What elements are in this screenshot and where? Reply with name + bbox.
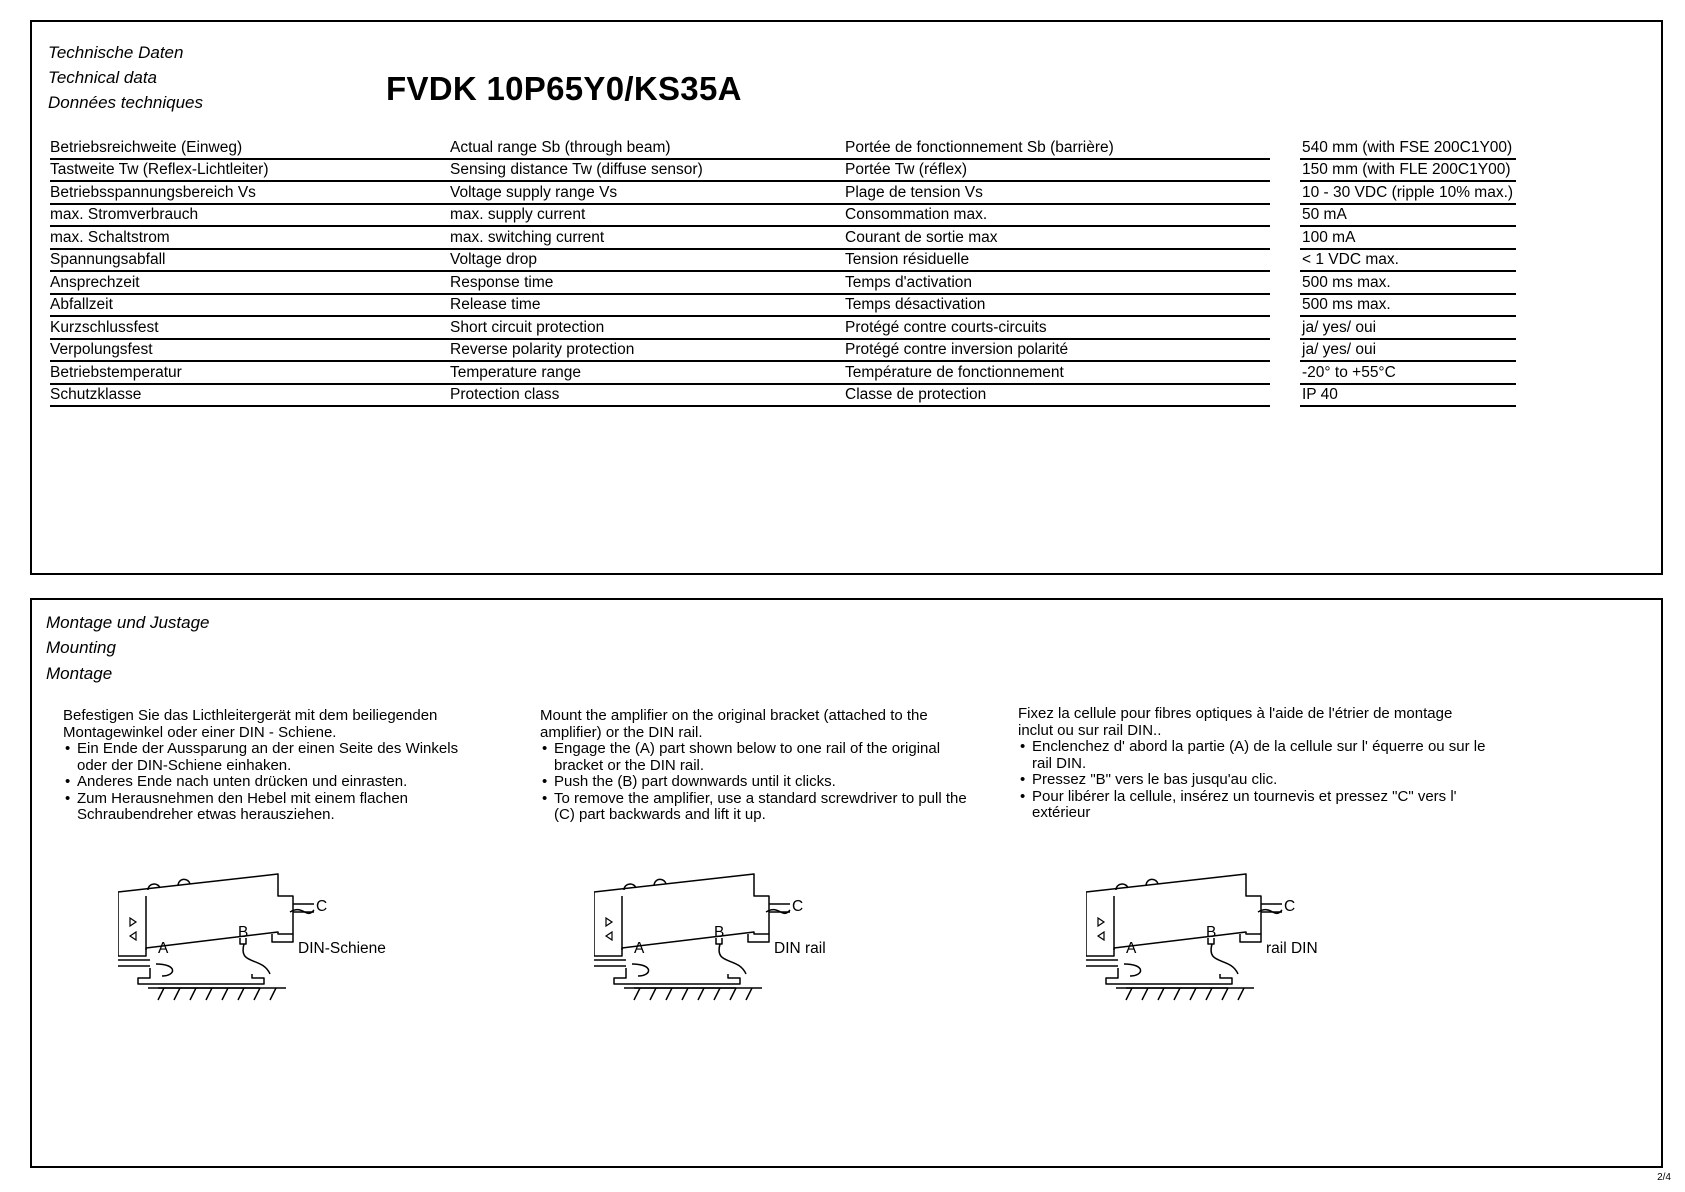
din-rail-label: rail DIN [1266, 940, 1318, 957]
instruction-step: • To remove the amplifier, use a standard screwdriver to pull the (C) part backwards and lift it up. [540, 791, 970, 824]
part-a-label: A [1126, 940, 1137, 957]
spec-value: 50 mA [1302, 206, 1347, 224]
instruction-step: • Pressez "B" vers le bas jusqu'au clic. [1018, 772, 1488, 789]
page-number: 2/4 [1657, 1172, 1671, 1183]
mounting-section [30, 598, 1663, 1168]
value-divider [1300, 338, 1516, 340]
spec-label-en: Voltage supply range Vs [450, 183, 618, 201]
mounting-title-en: Mounting [46, 638, 116, 657]
part-b-label: B [1206, 924, 1217, 941]
value-divider [1300, 158, 1516, 160]
value-divider [1300, 203, 1516, 205]
value-divider [1300, 225, 1516, 227]
value-divider [1300, 360, 1516, 362]
instruction-step: • Pour libérer la cellule, insérez un tournevis et pressez "C" vers l' extérieur [1018, 789, 1488, 822]
value-divider [1300, 180, 1516, 182]
instruction-step: • Ein Ende der Aussparung an der einen Seite des Winkels oder der DIN-Schiene einhaken. [63, 741, 483, 774]
value-divider [1300, 270, 1516, 272]
part-b-label: B [238, 924, 249, 941]
instruction-intro: Fixez la cellule pour fibres optiques à l'aide de l'étrier de montage inclut ou sur rail DIN.. [1018, 705, 1453, 739]
instruction-step: • Anderes Ende nach unten drücken und einrasten. [63, 774, 483, 791]
instruction-intro: Mount the amplifier on the original bracket (attached to the amplifier) or the DIN rail. [540, 707, 928, 741]
din-rail-label: DIN rail [774, 940, 826, 957]
spec-label-en: Reverse polarity protection [450, 341, 635, 359]
part-c-label: C [316, 898, 328, 915]
spec-label-en: Protection class [450, 385, 560, 403]
spec-label-de: max. Stromverbrauch [50, 206, 199, 224]
spec-label-fr: Temps désactivation [845, 296, 986, 314]
spec-label-fr: Plage de tension Vs [845, 183, 983, 201]
spec-value: -20° to +55°C [1302, 363, 1396, 381]
spec-label-de: Ansprechzeit [50, 273, 140, 291]
spec-label-fr: Consommation max. [845, 206, 988, 224]
mounting-text-en [540, 708, 970, 824]
spec-value: IP 40 [1302, 385, 1338, 403]
spec-label-de: Betriebsspannungsbereich Vs [50, 183, 256, 201]
spec-label-de: Betriebsreichweite (Einweg) [50, 139, 243, 156]
spec-label-de: Verpolungsfest [50, 341, 153, 359]
value-divider [1300, 405, 1516, 407]
spec-label-en: Response time [450, 273, 554, 291]
mounting-text-fr [1018, 706, 1488, 822]
title-fr: Données techniques [48, 93, 204, 112]
spec-value: 500 ms max. [1302, 273, 1391, 291]
spec-label-de: Spannungsabfall [50, 251, 166, 269]
part-c-label: C [792, 898, 804, 915]
row-divider [50, 383, 1270, 385]
instruction-step: • Enclenchez d' abord la partie (A) de la cellule sur l' équerre ou sur le rail DIN. [1018, 739, 1488, 772]
spec-value: < 1 VDC max. [1302, 251, 1399, 269]
value-divider [1300, 248, 1516, 250]
row-divider [50, 270, 1270, 272]
value-divider [1300, 383, 1516, 385]
spec-label-fr: Protégé contre courts-circuits [845, 318, 1047, 336]
model-number: FVDK 10P65Y0/KS35A [386, 70, 742, 107]
spec-label-fr: Temps d'activation [845, 273, 973, 291]
row-divider [50, 338, 1270, 340]
spec-label-fr: Protégé contre inversion polarité [845, 341, 1069, 359]
title-de: Technische Daten [48, 43, 184, 62]
part-c-label: C [1284, 898, 1296, 915]
spec-label-fr: Portée Tw (réflex) [845, 161, 968, 179]
part-a-label: A [158, 940, 169, 957]
spec-value: 540 mm (with FSE 200C1Y00) [1302, 139, 1513, 156]
row-divider [50, 203, 1270, 205]
spec-label-en: max. switching current [450, 228, 605, 246]
spec-label-en: Actual range Sb (through beam) [450, 139, 671, 156]
mounting-figure-en [594, 860, 914, 1010]
row-divider [50, 405, 1270, 407]
spec-label-fr: Tension résiduelle [845, 251, 970, 269]
spec-value: ja/ yes/ oui [1302, 318, 1377, 336]
spec-label-fr: Portée de fonctionnement Sb (barrière) [845, 139, 1114, 156]
spec-label-fr: Classe de protection [845, 385, 987, 403]
spec-value: ja/ yes/ oui [1302, 341, 1377, 359]
mounting-figure-fr [1086, 860, 1406, 1010]
instruction-step: • Engage the (A) part shown below to one rail of the original bracket or the DIN rail. [540, 741, 970, 774]
spec-label-en: Release time [450, 296, 541, 314]
mounting-title-fr: Montage [46, 664, 113, 683]
spec-label-de: Schutzklasse [50, 385, 142, 403]
row-divider [50, 293, 1270, 295]
part-a-label: A [634, 940, 645, 957]
technical-data-section [30, 20, 1663, 575]
part-b-label: B [714, 924, 725, 941]
spec-label-de: max. Schaltstrom [50, 228, 170, 246]
row-divider [50, 180, 1270, 182]
spec-label-de: Kurzschlussfest [50, 318, 159, 336]
din-rail-mounting-diagram [1086, 860, 1406, 1010]
spec-label-en: Short circuit protection [450, 318, 605, 336]
spec-label-de: Betriebstemperatur [50, 363, 182, 381]
mounting-text-de [63, 708, 483, 824]
title-en: Technical data [48, 68, 158, 87]
mounting-title-de: Montage und Justage [46, 613, 210, 632]
spec-label-en: Sensing distance Tw (diffuse sensor) [450, 161, 703, 179]
din-rail-mounting-diagram [594, 860, 914, 1010]
mounting-figure-de [118, 860, 438, 1010]
value-divider [1300, 315, 1516, 317]
instruction-step: • Zum Herausnehmen den Hebel mit einem flachen Schraubendreher etwas herausziehen. [63, 791, 483, 824]
spec-label-en: Temperature range [450, 363, 581, 381]
instruction-intro: Befestigen Sie das Licthleitergerät mit dem beiliegenden Montagewinkel oder einer DIN - Schiene. [63, 707, 438, 741]
spec-value: 150 mm (with FLE 200C1Y00) [1302, 161, 1511, 179]
instruction-step: • Push the (B) part downwards until it clicks. [540, 774, 970, 791]
row-divider [50, 225, 1270, 227]
row-divider [50, 248, 1270, 250]
spec-label-fr: Courant de sortie max [845, 228, 998, 246]
spec-label-de: Abfallzeit [50, 296, 113, 314]
din-rail-label: DIN-Schiene [298, 940, 386, 957]
spec-value: 10 - 30 VDC (ripple 10% max.) [1302, 183, 1514, 201]
spec-label-de: Tastweite Tw (Reflex-Lichtleiter) [50, 161, 269, 179]
spec-label-en: max. supply current [450, 206, 586, 224]
spec-label-en: Voltage drop [450, 251, 538, 269]
spec-label-fr: Température de fonctionnement [845, 363, 1064, 381]
row-divider [50, 158, 1270, 160]
value-divider [1300, 293, 1516, 295]
din-rail-mounting-diagram [118, 860, 438, 1010]
row-divider [50, 315, 1270, 317]
row-divider [50, 360, 1270, 362]
spec-value: 100 mA [1302, 228, 1356, 246]
spec-value: 500 ms max. [1302, 296, 1391, 314]
